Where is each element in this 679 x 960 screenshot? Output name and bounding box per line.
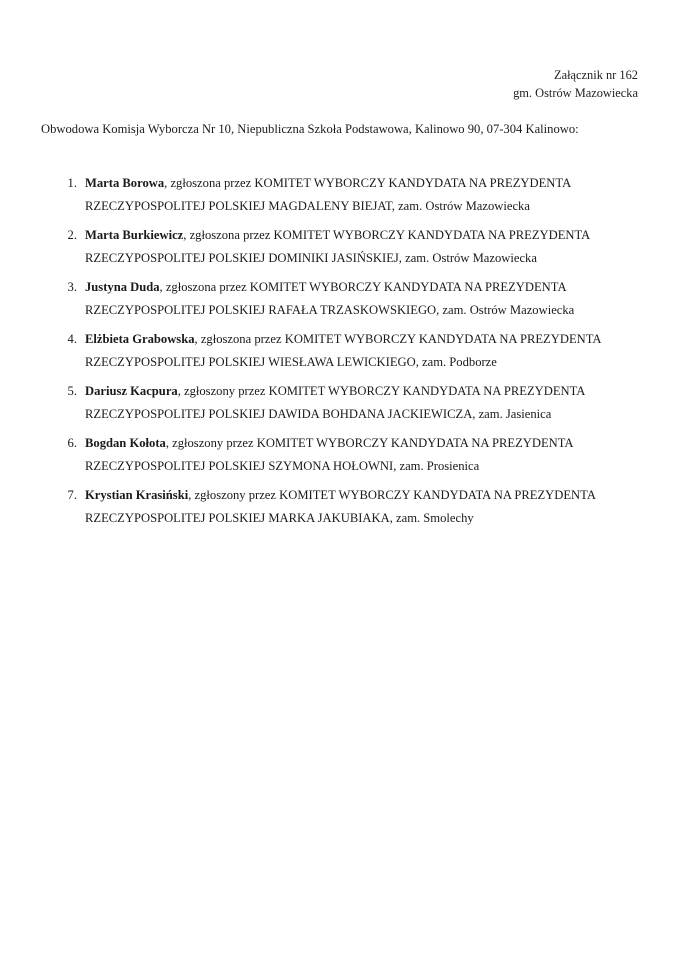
candidate-name: Krystian Krasiński (85, 488, 189, 502)
candidate-name: Bogdan Kołota (85, 436, 166, 450)
candidate-entry (41, 172, 638, 218)
candidate-entry (41, 380, 638, 426)
attachment-number: Załącznik nr 162 (554, 68, 638, 82)
candidate-description: , zgłoszony przez KOMITET WYBORCZY KANDYDATA NA PREZYDENTA RZECZYPOSPOLITEJ POLSKIEJ SZYMONA HOŁOWNI, zam. Prosienica (85, 436, 573, 473)
candidate-number: 7. (67, 488, 77, 502)
candidate-description: , zgłoszona przez KOMITET WYBORCZY KANDYDATA NA PREZYDENTA RZECZYPOSPOLITEJ POLSKIEJ DOMINIKI JASIŃSKIEJ, zam. Ostrów Mazowiecka (85, 228, 590, 265)
candidate-name: Elżbieta Grabowska (85, 332, 195, 346)
candidate-number: 1. (67, 176, 77, 190)
candidate-description: , zgłoszona przez KOMITET WYBORCZY KANDYDATA NA PREZYDENTA RZECZYPOSPOLITEJ POLSKIEJ WIESŁAWA LEWICKIEGO, zam. Podborze (85, 332, 601, 369)
candidate-number: 4. (67, 332, 77, 346)
candidate-name: Marta Burkiewicz (85, 228, 184, 242)
candidate-description: , zgłoszona przez KOMITET WYBORCZY KANDYDATA NA PREZYDENTA RZECZYPOSPOLITEJ POLSKIEJ MAGDALENY BIEJAT, zam. Ostrów Mazowiecka (85, 176, 571, 213)
candidate-number: 2. (67, 228, 77, 242)
candidate-entry (41, 328, 638, 374)
municipality-name: gm. Ostrów Mazowiecka (513, 86, 638, 100)
candidate-number: 5. (67, 384, 77, 398)
candidate-description: , zgłoszony przez KOMITET WYBORCZY KANDYDATA NA PREZYDENTA RZECZYPOSPOLITEJ POLSKIEJ MARKA JAKUBIAKA, zam. Smolechy (85, 488, 596, 525)
candidate-description: , zgłoszony przez KOMITET WYBORCZY KANDYDATA NA PREZYDENTA RZECZYPOSPOLITEJ POLSKIEJ DAWIDA BOHDANA JACKIEWICZA, zam. Jasienica (85, 384, 585, 421)
candidate-name: Marta Borowa (85, 176, 165, 190)
candidate-list (41, 172, 638, 536)
candidate-entry (41, 224, 638, 270)
candidate-number: 3. (67, 280, 77, 294)
candidate-name: Dariusz Kacpura (85, 384, 178, 398)
commission-heading: Obwodowa Komisja Wyborcza Nr 10, Niepubliczna Szkoła Podstawowa, Kalinowo 90, 07-304 Kalinowo: (41, 122, 579, 136)
candidate-description: , zgłoszona przez KOMITET WYBORCZY KANDYDATA NA PREZYDENTA RZECZYPOSPOLITEJ POLSKIEJ RAFAŁA TRZASKOWSKIEGO, zam. Ostrów Mazowiecka (85, 280, 575, 317)
document-header (513, 66, 638, 102)
candidate-entry (41, 276, 638, 322)
candidate-name: Justyna Duda (85, 280, 160, 294)
candidate-entry (41, 432, 638, 478)
candidate-entry (41, 484, 638, 530)
candidate-number: 6. (67, 436, 77, 450)
